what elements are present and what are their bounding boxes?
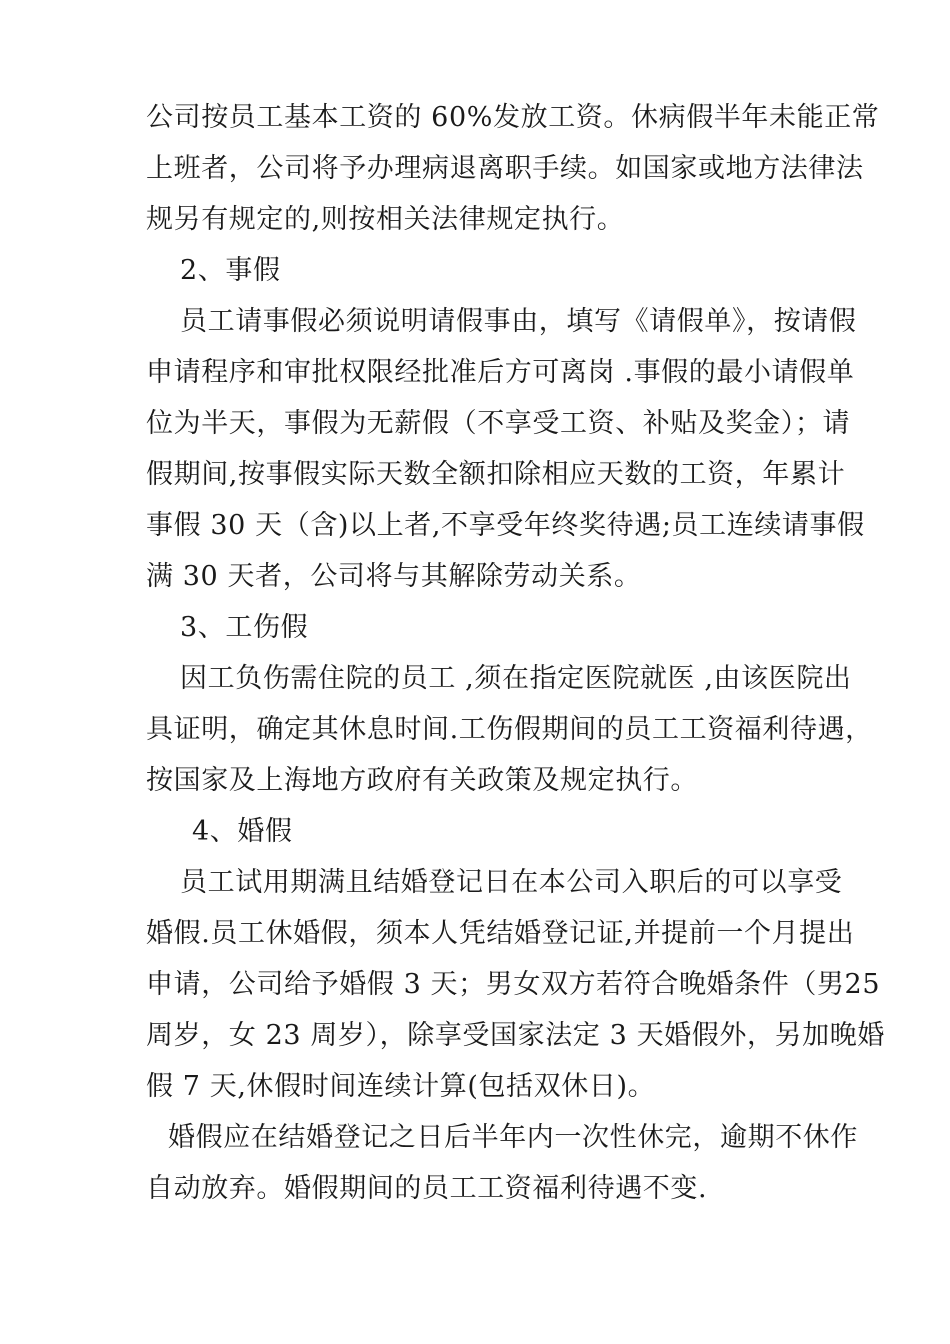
paragraph-line: 假 7 天,休假时间连续计算(包括双休日)。 xyxy=(146,1071,656,1102)
paragraph-line: 申请，公司给予婚假 3 天；男女双方若符合晚婚条件（男25 xyxy=(146,969,881,1000)
paragraph-line: 满 30 天者，公司将与其解除劳动关系。 xyxy=(146,561,642,592)
paragraph-line: 具证明，确定其休息时间.工伤假期间的员工工资福利待遇， xyxy=(146,714,873,745)
paragraph-line: 按国家及上海地方政府有关政策及规定执行。 xyxy=(146,765,698,796)
paragraph-line: 假期间,按事假实际天数全额扣除相应天数的工资，年累计 xyxy=(146,459,846,490)
paragraph-line: 因工负伤需住院的员工 ,须在指定医院就医 ,由该医院出 xyxy=(180,663,852,694)
paragraph-line: 员工试用期满且结婚登记日在本公司入职后的可以享受 xyxy=(180,867,843,898)
paragraph-line: 位为半天，事假为无薪假（不享受工资、补贴及奖金）；请 xyxy=(146,408,851,439)
section-heading: 2、事假 xyxy=(180,255,281,286)
paragraph-line: 公司按员工基本工资的 60%发放工资。休病假半年未能正常 xyxy=(146,102,880,133)
paragraph-line: 上班者，公司将予办理病退离职手续。如国家或地方法律法 xyxy=(146,153,864,184)
paragraph-line: 周岁，女 23 周岁），除享受国家法定 3 天婚假外，另加晚婚 xyxy=(146,1020,885,1051)
paragraph-line: 婚假应在结婚登记之日后半年内一次性休完，逾期不休作 xyxy=(168,1122,858,1153)
paragraph-line: 婚假.员工休婚假，须本人凭结婚登记证,并提前一个月提出 xyxy=(146,918,855,949)
paragraph-line: 事假 30 天（含)以上者,不享受年终奖待遇;员工连续请事假 xyxy=(146,510,865,541)
paragraph-line: 自动放弃。婚假期间的员工工资福利待遇不变. xyxy=(146,1173,708,1204)
section-heading: 3、工伤假 xyxy=(180,612,309,643)
section-heading: 4、婚假 xyxy=(192,816,293,847)
paragraph-line: 规另有规定的,则按相关法律规定执行。 xyxy=(146,204,625,235)
paragraph-line: 员工请事假必须说明请假事由，填写《请假单》，按请假 xyxy=(180,306,857,337)
paragraph-line: 申请程序和审批权限经批准后方可离岗 .事假的最小请假单 xyxy=(146,357,855,388)
